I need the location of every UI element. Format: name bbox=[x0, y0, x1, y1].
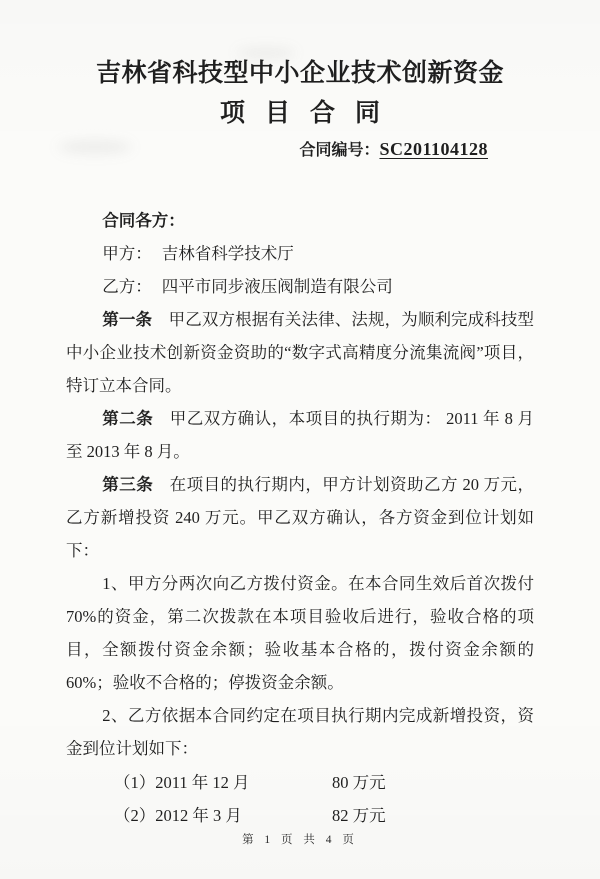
subclause-2: 2、乙方依据本合同约定在项目执行期内完成新增投资，资金到位计划如下： bbox=[66, 706, 534, 758]
subclause-1: 1、甲方分两次向乙方拨付资金。在本合同生效后首次拨付 70%的资金，第二次拨款在本项目验收后进行，验收合格的项目，全额拨付资金余额；验收基本合格的，拨付资金余额的 60%；验收不合格的；停拨资金余额。 bbox=[66, 574, 534, 692]
contract-number-value: SC201104128 bbox=[379, 139, 488, 159]
contract-body bbox=[0, 204, 600, 832]
clause-3-text: 在项目的执行期内，甲方计划资助乙方 20 万元，乙方新增投资 240 万元。甲乙双方确认，各方资金到位计划如下： bbox=[66, 475, 535, 560]
party-a-label: 甲方： bbox=[102, 244, 152, 263]
schedule-index: （1） bbox=[114, 773, 156, 792]
schedule-date: 2011 年 12 月 bbox=[155, 773, 250, 792]
clause-3 bbox=[66, 468, 534, 567]
payment-schedule bbox=[66, 766, 534, 832]
clause-1-text: 甲乙双方根据有关法律、法规，为顺利完成科技型中小企业技术创新资金资助的“数字式高精度分流集流阀”项目，特订立本合同。 bbox=[66, 310, 535, 395]
parties-heading: 合同各方： bbox=[102, 211, 185, 230]
page-number-footer: 第 1 页 共 4 页 bbox=[242, 834, 358, 846]
schedule-amount: 82 万元 bbox=[332, 806, 386, 825]
schedule-date-cell bbox=[114, 766, 332, 799]
contract-number-row bbox=[0, 136, 600, 164]
party-b-label: 乙方： bbox=[102, 277, 152, 296]
clause-2 bbox=[66, 402, 534, 468]
schedule-row bbox=[66, 766, 534, 799]
document-subtitle: 项目合同 bbox=[219, 98, 400, 127]
party-a-name: 吉林省科学技术厅 bbox=[161, 244, 294, 263]
clause-2-lead: 第二条 bbox=[102, 409, 154, 428]
contract-number-label: 合同编号： bbox=[299, 140, 380, 159]
clause-1 bbox=[66, 303, 534, 402]
schedule-row bbox=[66, 799, 534, 832]
schedule-index: （2） bbox=[114, 806, 156, 825]
party-a-row bbox=[66, 237, 534, 270]
schedule-date-cell bbox=[114, 799, 332, 832]
clause-1-lead: 第一条 bbox=[102, 310, 153, 329]
party-b-name: 四平市同步液压阀制造有限公司 bbox=[161, 277, 393, 296]
schedule-date: 2012 年 3 月 bbox=[155, 806, 242, 825]
clause-3-lead: 第三条 bbox=[102, 475, 154, 494]
party-b-row bbox=[66, 270, 534, 303]
document-title: 吉林省科技型中小企业技术创新资金 bbox=[95, 58, 504, 87]
clause-2-text: 甲乙双方确认，本项目的执行期为： 2011 年 8 月 至 2013 年 8 月。 bbox=[66, 409, 535, 461]
schedule-amount: 80 万元 bbox=[332, 773, 386, 792]
